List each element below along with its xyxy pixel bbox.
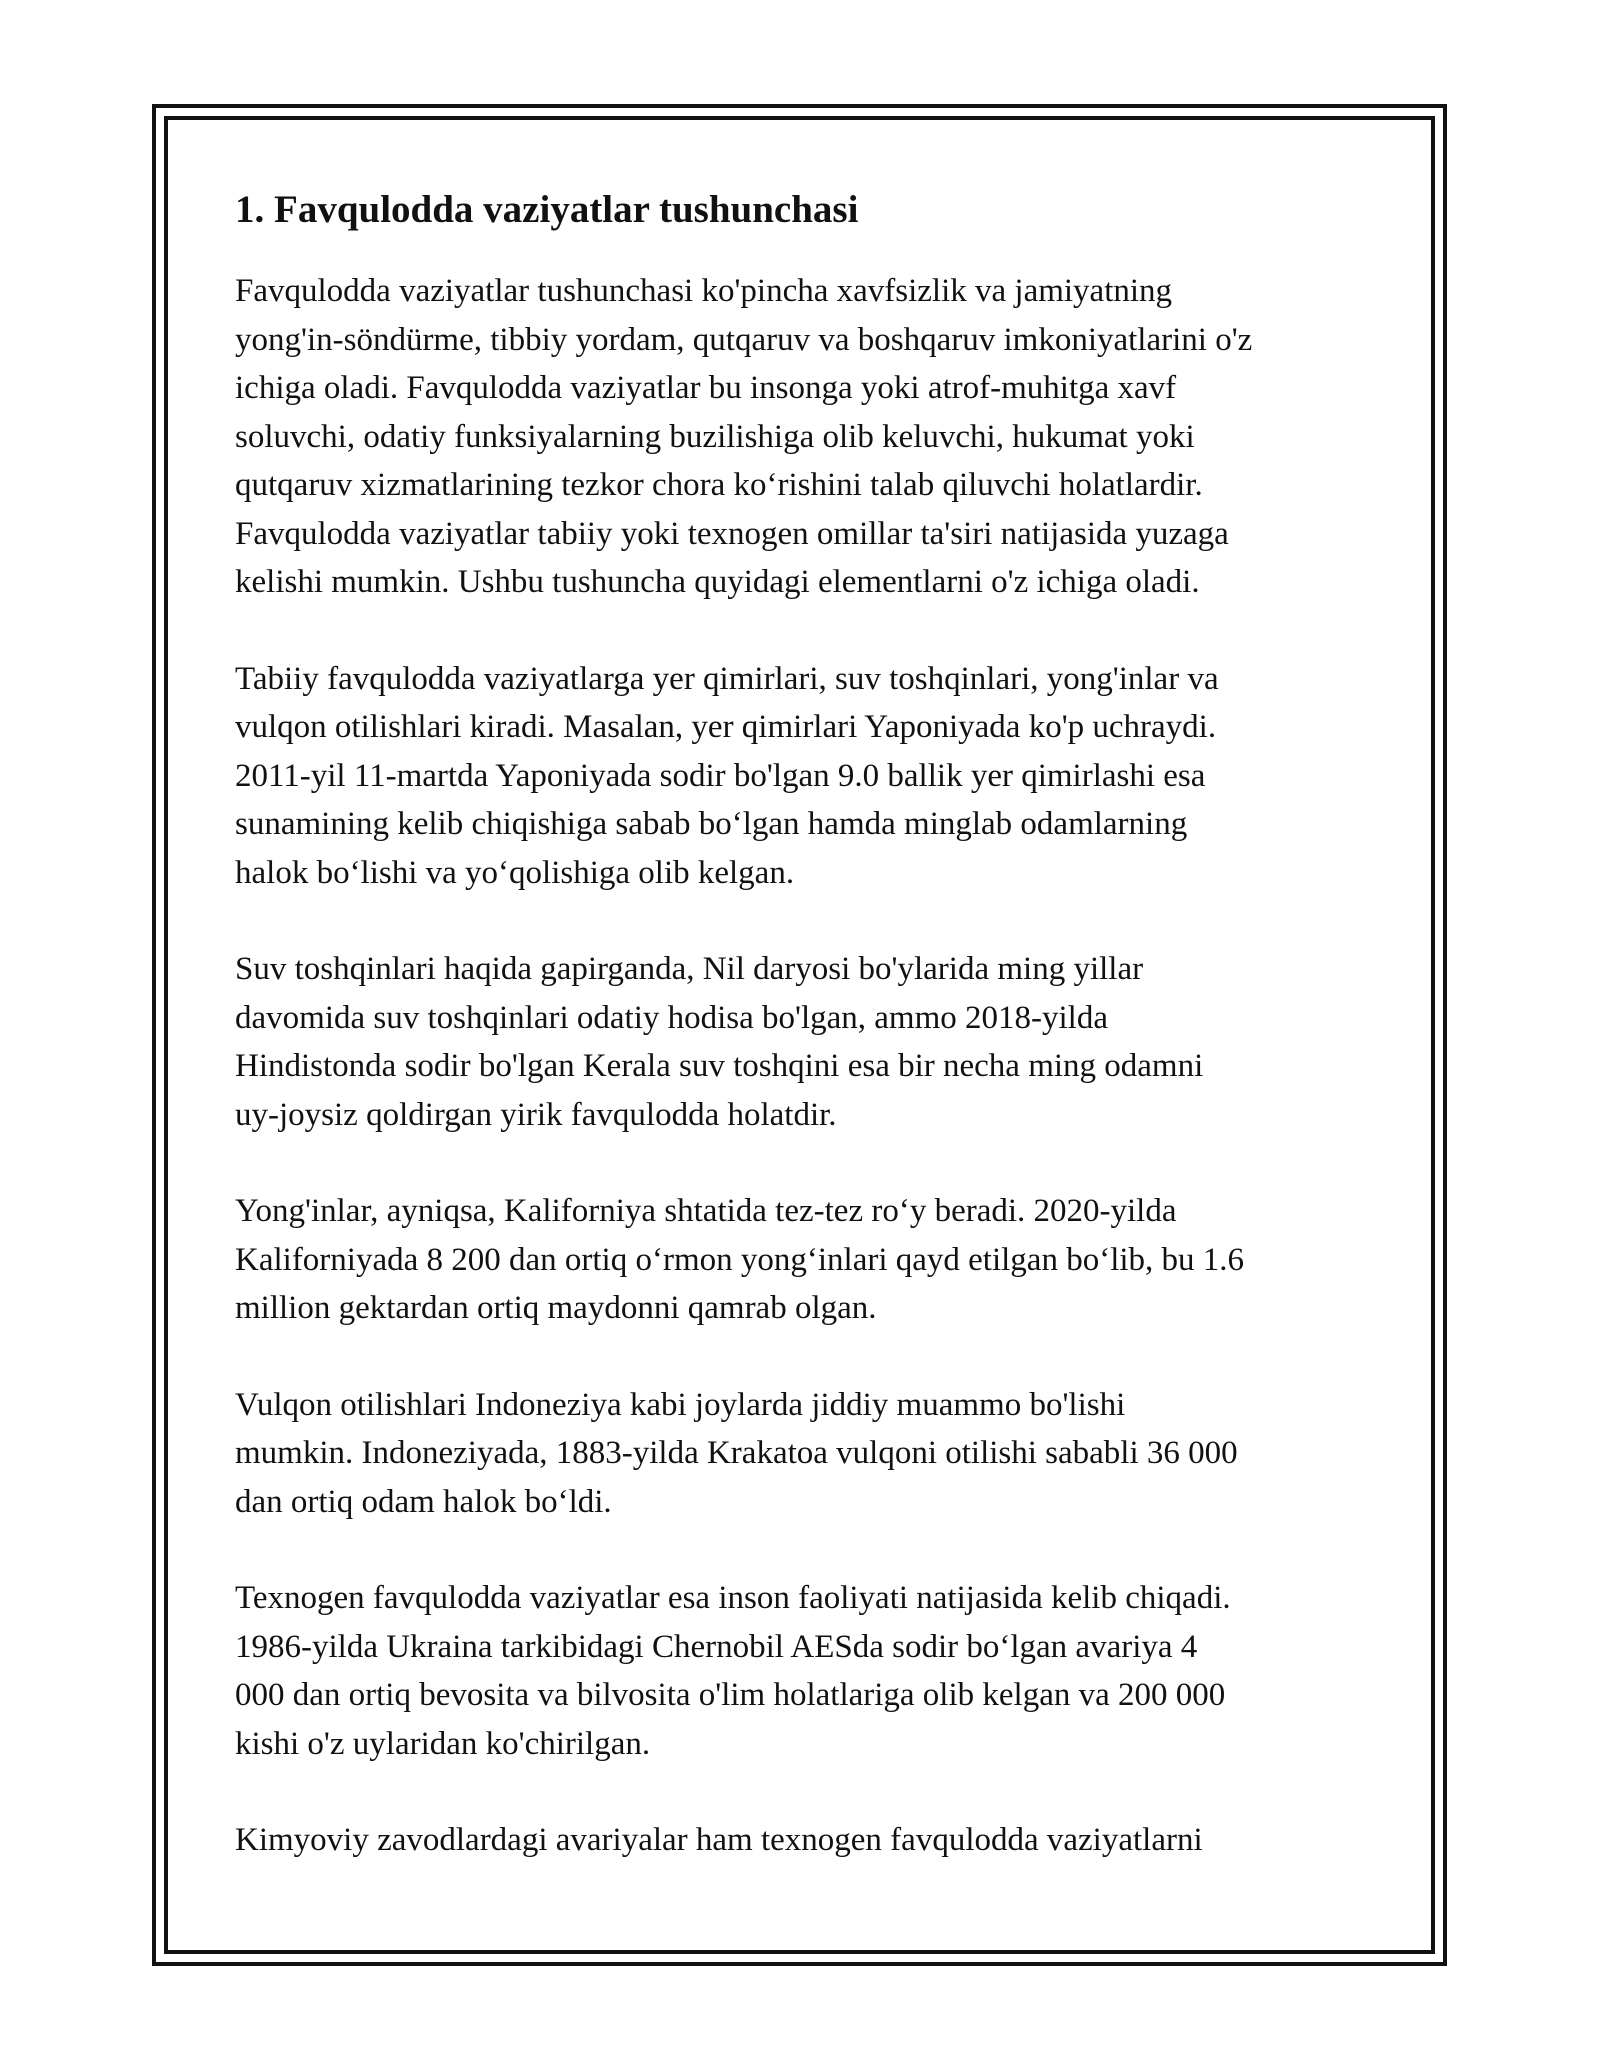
text-line: Suv toshqinlari haqida gapirganda, Nil daryosi bo'ylarida ming yillar	[235, 951, 1144, 987]
paragraph-floods	[235, 945, 1375, 1139]
paragraph-natural-emergencies	[235, 655, 1375, 898]
text-line: 2011-yil 11-martda Yaponiyada sodir bo'lgan 9.0 ballik yer qimirlashi esa	[235, 757, 1206, 794]
text-line: Kimyoviy zavodlardagi avariyalar ham texnogen favqulodda vaziyatlarni	[235, 1822, 1203, 1858]
text-line: halok boʻlishi va yoʻqolishiga olib kelgan.	[235, 854, 795, 891]
text-line: Tabiiy favqulodda vaziyatlarga yer qimirlari, suv toshqinlari, yong'inlar va	[235, 660, 1219, 697]
text-line: mumkin. Indoneziyada, 1883-yilda Krakatoa vulqoni otilishi sababli 36 000	[235, 1435, 1238, 1471]
text-line: million gektardan ortiq maydonni qamrab olgan.	[235, 1290, 877, 1326]
text-line: Hindistonda sodir bo'lgan Kerala suv toshqini esa bir necha ming odamni	[235, 1048, 1204, 1084]
text-line: kelishi mumkin. Ushbu tushuncha quyidagi elementlarni o'z ichiga oladi.	[235, 564, 1200, 600]
text-line: Favqulodda vaziyatlar tabiiy yoki texnogen omillar ta'siri natijasida yuzaga	[235, 515, 1229, 552]
text-line: dan ortiq odam halok boʻldi.	[235, 1483, 612, 1520]
paragraph-volcanoes	[235, 1381, 1375, 1527]
paragraph-definition	[235, 267, 1375, 607]
section-heading: 1. Favqulodda vaziyatlar tushunchasi	[235, 188, 859, 231]
text-line: 000 dan ortiq bevosita va bilvosita o'lim holatlariga olib kelgan va 200 000	[235, 1677, 1226, 1713]
text-line: sunamining kelib chiqishiga sabab boʻlgan hamda minglab odamlarning	[235, 806, 1188, 842]
text-line: kishi o'z uylaridan ko'chirilgan.	[235, 1725, 651, 1762]
text-line: Favqulodda vaziyatlar tushunchasi ko'pincha xavfsizlik va jamiyatning	[235, 273, 1173, 309]
text-line: Yong'inlar, ayniqsa, Kaliforniya shtatida tez-tez roʻy beradi. 2020-yilda	[235, 1193, 1177, 1229]
text-line: Vulqon otilishlari Indoneziya kabi joylarda jiddiy muammo bo'lishi	[235, 1386, 1126, 1423]
text-line: davomida suv toshqinlari odatiy hodisa bo'lgan, ammo 2018-yilda	[235, 999, 1108, 1036]
text-line: yong'in-söndürme, tibbiy yordam, qutqaruv va boshqaruv imkoniyatlarini o'z	[235, 321, 1253, 358]
text-line: uy-joysiz qoldirgan yirik favqulodda holatdir.	[235, 1096, 837, 1133]
text-line: Texnogen favqulodda vaziyatlar esa inson faoliyati natijasida kelib chiqadi.	[235, 1580, 1231, 1616]
text-line: qutqaruv xizmatlarining tezkor chora koʻrishini talab qiluvchi holatlardir.	[235, 467, 1203, 503]
text-line: 1986-yilda Ukraina tarkibidagi Chernobil AESda sodir boʻlgan avariya 4	[235, 1628, 1198, 1665]
text-line: vulqon otilishlari kiradi. Masalan, yer qimirlari Yaponiyada ko'p uchraydi.	[235, 709, 1217, 745]
paragraph-wildfires	[235, 1187, 1375, 1333]
text-line: ichiga oladi. Favqulodda vaziyatlar bu insonga yoki atrof-muhitga xavf	[235, 370, 1177, 406]
document-body	[235, 186, 1375, 1913]
paragraph-chemical	[235, 1816, 1375, 1865]
paragraph-technogenic	[235, 1574, 1375, 1768]
text-line: Kaliforniyada 8 200 dan ortiq oʻrmon yongʻinlari qayd etilgan boʻlib, bu 1.6	[235, 1241, 1245, 1278]
text-line: soluvchi, odatiy funksiyalarning buzilishiga olib keluvchi, hukumat yoki	[235, 418, 1195, 455]
